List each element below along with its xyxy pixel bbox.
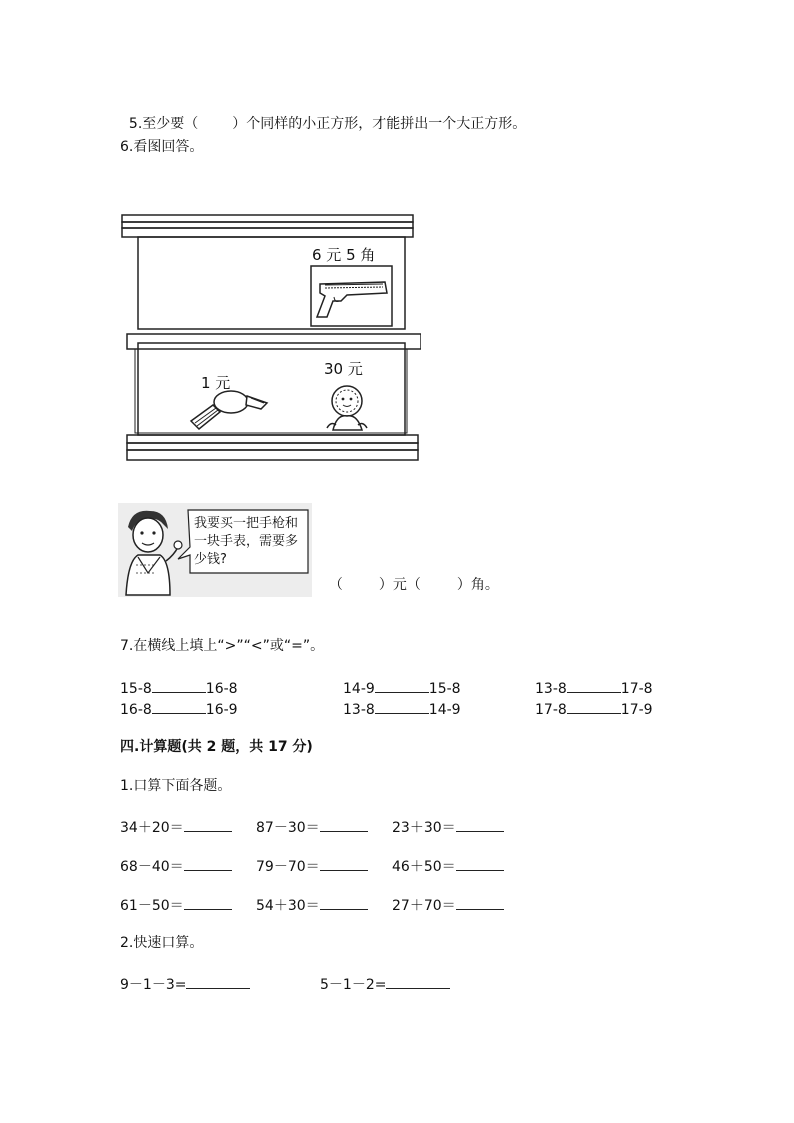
jiao-label: ）角。	[456, 577, 499, 593]
compare-blank[interactable]	[567, 699, 621, 714]
mental-math-item: 87－30＝	[256, 817, 368, 837]
question-5	[120, 97, 526, 133]
answer-open-paren: （	[328, 577, 343, 593]
answer-blank[interactable]	[186, 974, 250, 989]
speech-line-1: 我要买一把手枪和	[194, 516, 299, 531]
answer-blank[interactable]	[320, 895, 368, 910]
mental-math-item: 61－50＝	[120, 895, 232, 915]
answer-blank[interactable]	[456, 856, 504, 871]
mental-math-item: 34＋20＝	[120, 817, 232, 837]
compare-item: 16-8 16-9	[120, 699, 238, 719]
speech-line-3: 少钱?	[194, 552, 227, 567]
compare-blank[interactable]	[375, 699, 429, 714]
question-6-title: 6.看图回答。	[120, 139, 204, 155]
mental-math-item: 23＋30＝	[392, 817, 504, 837]
question-5-text-after: ）个同样的小正方形，才能拼出一个大正方形。	[232, 116, 527, 132]
toy-gun-icon	[317, 282, 387, 317]
compare-item: 13-8 17-8	[535, 678, 653, 698]
compare-item: 17-8 17-9	[535, 699, 653, 719]
question-6-answer	[320, 558, 499, 594]
answer-blank[interactable]	[184, 856, 232, 871]
compare-blank[interactable]	[152, 678, 206, 693]
mental-math-item: 46＋50＝	[392, 856, 504, 876]
question-5-number: 5.	[128, 116, 143, 132]
compare-item: 14-9 15-8	[343, 678, 461, 698]
answer-blank[interactable]	[456, 895, 504, 910]
quick-math-item: 5－1－2=	[320, 974, 450, 994]
question-5-text-before: 至少要（	[142, 116, 199, 132]
problem-1-title: 1.口算下面各题。	[120, 778, 232, 794]
answer-blank[interactable]	[386, 974, 450, 989]
question-7-title: 7.在横线上填上“>”“<”或“=”。	[120, 638, 325, 654]
section-4-heading: 四.计算题(共 2 题，共 17 分)	[120, 739, 313, 755]
mental-math-item: 79－70＝	[256, 856, 368, 876]
mental-math-item: 68－40＝	[120, 856, 232, 876]
yuan-label: ）元（	[378, 577, 421, 593]
compare-blank[interactable]	[567, 678, 621, 693]
boy-speech-illustration	[118, 503, 312, 597]
doll-price-label: 30 元	[324, 360, 363, 378]
answer-blank[interactable]	[184, 895, 232, 910]
watch-price-label: 1 元	[201, 374, 231, 392]
compare-item: 13-8 14-9	[343, 699, 461, 719]
answer-blank[interactable]	[320, 856, 368, 871]
answer-blank[interactable]	[456, 817, 504, 832]
speech-line-2: 一块手表，需要多	[194, 534, 299, 549]
quick-math-item: 9－1－3=	[120, 974, 250, 994]
compare-item: 15-8 16-8	[120, 678, 238, 698]
doll-icon	[327, 386, 367, 430]
mental-math-item: 54＋30＝	[256, 895, 368, 915]
compare-blank[interactable]	[152, 699, 206, 714]
problem-2-title: 2.快速口算。	[120, 935, 204, 951]
compare-blank[interactable]	[375, 678, 429, 693]
watch-icon	[191, 391, 267, 429]
answer-blank[interactable]	[320, 817, 368, 832]
gun-price-label: 6 元 5 角	[312, 246, 376, 264]
shop-shelf-illustration	[121, 213, 421, 465]
mental-math-item: 27＋70＝	[392, 895, 504, 915]
answer-blank[interactable]	[184, 817, 232, 832]
